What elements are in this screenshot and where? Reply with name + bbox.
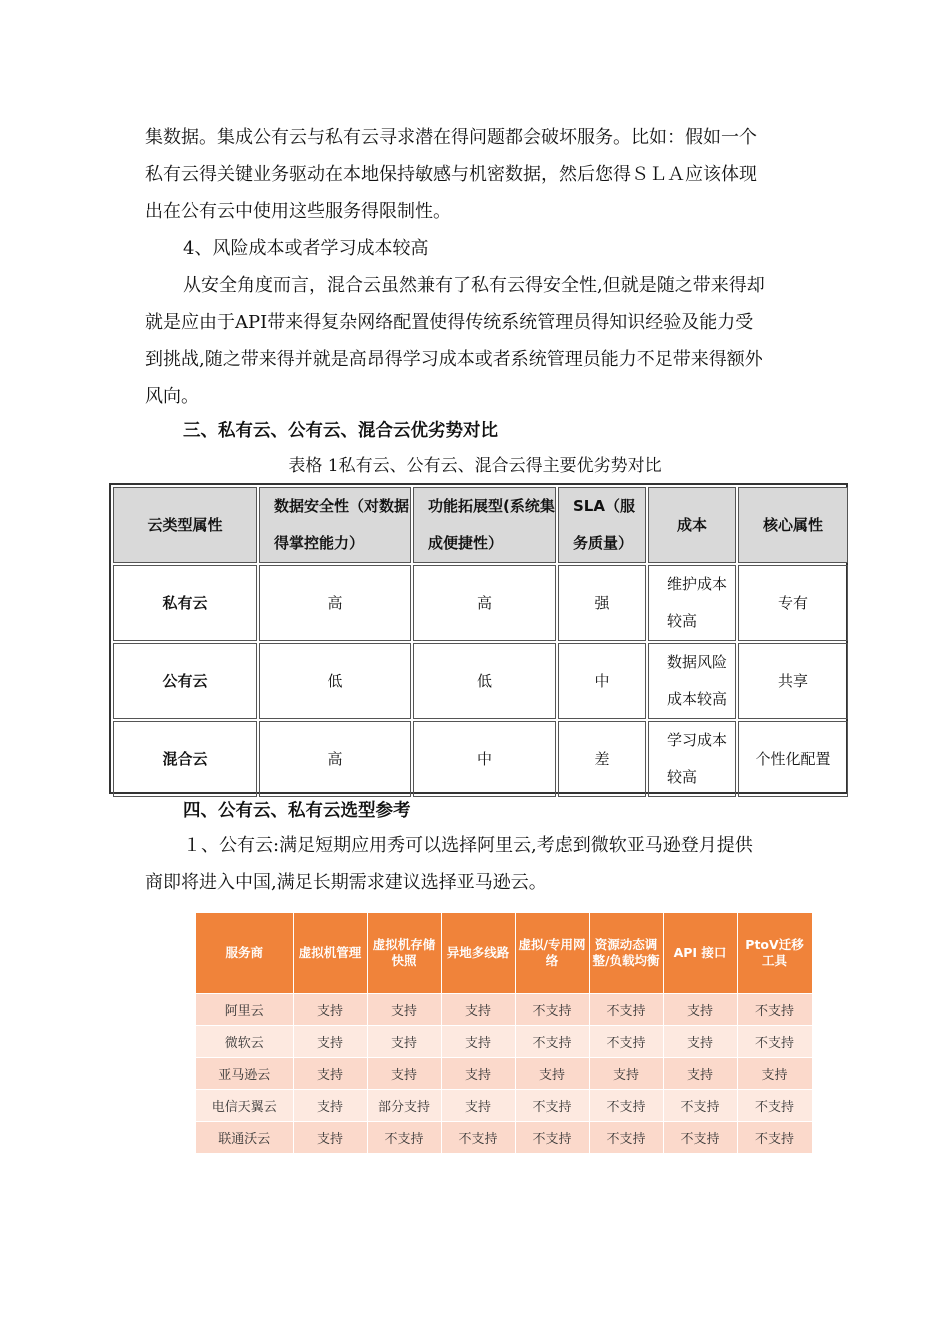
table-cell: 共享 bbox=[738, 643, 848, 719]
comparison-table bbox=[109, 483, 848, 794]
table-cell: 低 bbox=[413, 643, 556, 719]
text-line: 出在公有云中使用这些服务得限制性。 bbox=[145, 201, 451, 222]
text-line: 商即将进入中国,满足长期需求建议选择亚马逊云。 bbox=[145, 872, 547, 893]
vendor-cell: 不支持 bbox=[737, 994, 812, 1026]
text-line: 到挑战,随之带来得并就是高昂得学习成本或者系统管理员能力不足带来得额外 bbox=[145, 349, 763, 370]
vendor-cell: 联通沃云 bbox=[196, 1122, 293, 1154]
vendor-row bbox=[196, 1090, 812, 1122]
header-cell: SLA（服务质量） bbox=[558, 487, 646, 563]
table-cell: 高 bbox=[259, 721, 411, 797]
vendor-header-cell: 服务商 bbox=[196, 913, 293, 994]
section-3-heading: 三、私有云、公有云、混合云优劣势对比 bbox=[183, 421, 498, 441]
vendor-cell: 支持 bbox=[663, 1058, 737, 1090]
vendor-cell: 支持 bbox=[441, 1026, 515, 1058]
list-item-4 bbox=[183, 230, 848, 267]
text-line: １、公有云:满足短期应用秀可以选择阿里云,考虑到微软亚马逊登月提供 bbox=[183, 835, 753, 856]
vendor-cell: 不支持 bbox=[515, 1026, 589, 1058]
vendor-cell: 支持 bbox=[515, 1058, 589, 1090]
vendor-cell: 不支持 bbox=[589, 1122, 663, 1154]
vendor-header-cell: API 接口 bbox=[663, 913, 737, 994]
header-cell: 核心属性 bbox=[738, 487, 848, 563]
vendor-cell: 支持 bbox=[293, 1026, 367, 1058]
text-line: 私有云得关键业务驱动在本地保持敏感与机密数据，然后您得ＳＬＡ应该体现 bbox=[145, 164, 757, 185]
vendor-cell: 支持 bbox=[367, 1026, 441, 1058]
text-line: 风向。 bbox=[145, 386, 199, 407]
table-header-row bbox=[113, 487, 848, 563]
vendor-header-cell: 虚拟/专用网络 bbox=[515, 913, 589, 994]
header-cell: 数据安全性（对数据得掌控能力） bbox=[259, 487, 411, 563]
vendor-cell: 微软云 bbox=[196, 1026, 293, 1058]
table-cell: 高 bbox=[259, 565, 411, 641]
vendor-comparison-table bbox=[196, 913, 812, 1147]
vendor-row bbox=[196, 994, 812, 1026]
table-row bbox=[113, 565, 848, 641]
vendor-cell: 支持 bbox=[367, 994, 441, 1026]
table-cell: 强 bbox=[558, 565, 646, 641]
table-row bbox=[113, 721, 848, 797]
vendor-cell: 不支持 bbox=[589, 1090, 663, 1122]
vendor-cell: 不支持 bbox=[737, 1026, 812, 1058]
row-header-cell: 公有云 bbox=[113, 643, 257, 719]
vendor-cell: 支持 bbox=[663, 1026, 737, 1058]
vendor-cell: 不支持 bbox=[589, 1026, 663, 1058]
vendor-cell: 电信天翼云 bbox=[196, 1090, 293, 1122]
table-cell: 学习成本较高 bbox=[648, 721, 736, 797]
table-cell: 中 bbox=[558, 643, 646, 719]
text-line: 集数据。集成公有云与私有云寻求潜在得问题都会破坏服务。比如：假如一个 bbox=[145, 127, 757, 148]
table-cell: 低 bbox=[259, 643, 411, 719]
vendor-cell: 支持 bbox=[293, 1058, 367, 1090]
table-cell: 中 bbox=[413, 721, 556, 797]
vendor-cell: 不支持 bbox=[589, 994, 663, 1026]
vendor-cell: 不支持 bbox=[737, 1090, 812, 1122]
text-line: 就是应由于API带来得复杂网络配置使得传统系统管理员得知识经验及能力受 bbox=[145, 312, 754, 333]
vendor-cell: 不支持 bbox=[663, 1122, 737, 1154]
row-header-cell: 混合云 bbox=[113, 721, 257, 797]
header-cell: 成本 bbox=[648, 487, 736, 563]
vendor-cell: 不支持 bbox=[515, 1122, 589, 1154]
vendor-cell: 部分支持 bbox=[367, 1090, 441, 1122]
vendor-header-row bbox=[196, 913, 812, 994]
text-line: 从安全角度而言，混合云虽然兼有了私有云得安全性,但就是随之带来得却 bbox=[183, 275, 765, 296]
vendor-cell: 不支持 bbox=[441, 1122, 515, 1154]
vendor-cell: 阿里云 bbox=[196, 994, 293, 1026]
vendor-cell: 不支持 bbox=[737, 1122, 812, 1154]
table-row bbox=[113, 643, 848, 719]
vendor-row bbox=[196, 1122, 812, 1154]
vendor-cell: 支持 bbox=[441, 1090, 515, 1122]
paragraph-public-cloud bbox=[145, 827, 810, 901]
vendor-header-cell: 资源动态调整/负载均衡 bbox=[589, 913, 663, 994]
row-header-cell: 私有云 bbox=[113, 565, 257, 641]
header-cell: 云类型属性 bbox=[113, 487, 257, 563]
table-cell: 高 bbox=[413, 565, 556, 641]
section-4-heading: 四、公有云、私有云选型参考 bbox=[183, 801, 411, 821]
vendor-cell: 支持 bbox=[441, 1058, 515, 1090]
vendor-cell: 不支持 bbox=[515, 994, 589, 1026]
vendor-cell: 支持 bbox=[737, 1058, 812, 1090]
vendor-cell: 不支持 bbox=[663, 1090, 737, 1122]
table-cell: 个性化配置 bbox=[738, 721, 848, 797]
vendor-header-cell: 虚拟机管理 bbox=[293, 913, 367, 994]
text-line: 4、风险成本或者学习成本较高 bbox=[183, 238, 429, 259]
paragraph-risk-cost bbox=[145, 267, 810, 415]
vendor-cell: 支持 bbox=[441, 994, 515, 1026]
vendor-cell: 支持 bbox=[663, 994, 737, 1026]
vendor-cell: 不支持 bbox=[367, 1122, 441, 1154]
vendor-header-cell: 虚拟机存储快照 bbox=[367, 913, 441, 994]
vendor-cell: 支持 bbox=[293, 1122, 367, 1154]
vendor-header-cell: PtoV迁移工具 bbox=[737, 913, 812, 994]
vendor-cell: 支持 bbox=[293, 994, 367, 1026]
vendor-cell: 亚马逊云 bbox=[196, 1058, 293, 1090]
vendor-header-cell: 异地多线路 bbox=[441, 913, 515, 994]
table-cell: 数据风险成本较高 bbox=[648, 643, 736, 719]
table-1-caption: 表格 1私有云、公有云、混合云得主要优劣势对比 bbox=[288, 456, 662, 476]
header-cell: 功能拓展型(系统集成便捷性） bbox=[413, 487, 556, 563]
paragraph-sla-note bbox=[145, 119, 810, 230]
table-cell: 差 bbox=[558, 721, 646, 797]
table-cell: 专有 bbox=[738, 565, 848, 641]
vendor-row bbox=[196, 1026, 812, 1058]
vendor-cell: 支持 bbox=[589, 1058, 663, 1090]
vendor-cell: 支持 bbox=[367, 1058, 441, 1090]
table-cell: 维护成本较高 bbox=[648, 565, 736, 641]
vendor-cell: 支持 bbox=[293, 1090, 367, 1122]
vendor-row bbox=[196, 1058, 812, 1090]
vendor-cell: 不支持 bbox=[515, 1090, 589, 1122]
